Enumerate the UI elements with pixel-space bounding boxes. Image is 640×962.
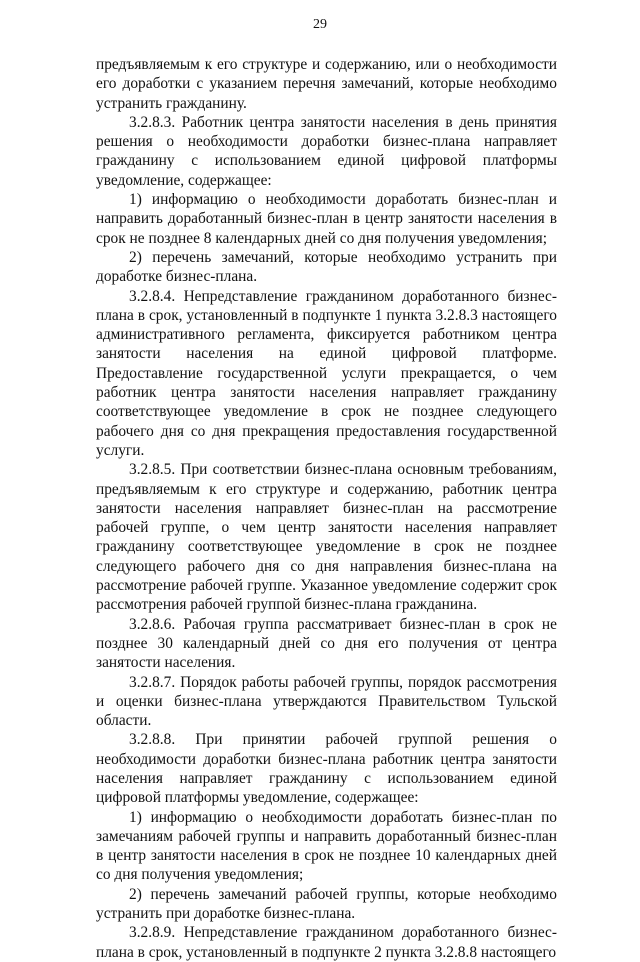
paragraph: 3.2.8.4. Непредставление гражданином доработанного бизнес-плана в срок, установленный в подпункте 1 пункта 3.2.8.3 настоящего административного регламента, фиксируется работником центра занятости населения на единой цифровой платформе. Предоставление государственной услуги прекращается, о чем работник центра занятости населения направляет гражданину соответствующее уведомление в срок не позднее следующего рабочего дня со дня прекращения предоставления государственной услуги. [96, 287, 557, 459]
paragraph: 1) информацию о необходимости доработать бизнес-план по замечаниям рабочей группы и направить доработанный бизнес-план в центр занятости населения в срок не позднее 10 календарных дней со дня получения уведомления; [96, 808, 557, 884]
page-number: 29 [313, 17, 327, 32]
paragraph: 2) перечень замечаний рабочей группы, которые необходимо устранить при доработке бизнес-плана. [96, 885, 557, 923]
paragraph: 3.2.8.8. При принятии рабочей группой решения о необходимости доработки бизнес-плана работник центра занятости населения направляет гражданину с использованием единой цифровой платформы уведомление, содержащее: [96, 731, 557, 807]
paragraph: 1) информацию о необходимости доработать бизнес-план и направить доработанный бизнес-план в центр занятости населения в срок не позднее 8 календарных дней со дня получения уведомления; [96, 191, 557, 247]
paragraph: 3.2.8.5. При соответствии бизнес-плана основным требованиям, предъявляемым к его структуре и содержанию, работник центра занятости населения направляет бизнес-план на рассмотрение рабочей группе, о чем центр занятости населения направляет гражданину соответствующее уведомление в срок не позднее следующего рабочего дня со дня направления бизнес-плана на рассмотрение рабочей группе. Указанное уведомление содержит срок рассмотрения рабочей группой бизнес-плана гражданина. [96, 461, 557, 614]
paragraph: 3.2.8.3. Работник центра занятости населения в день принятия решения о необходимости доработки бизнес-плана направляет гражданину с использованием единой цифровой платформы уведомление, содержащее: [96, 113, 557, 189]
paragraph: 2) перечень замечаний, которые необходимо устранить при доработке бизнес-плана. [96, 248, 557, 286]
paragraph: 3.2.8.6. Рабочая группа рассматривает бизнес-план в срок не позднее 30 календарный дней со дня его получения от центра занятости населения. [96, 615, 557, 672]
paragraph: 3.2.8.7. Порядок работы рабочей группы, порядок рассмотрения и оценки бизнес-плана утверждаются Правительством Тульской области. [96, 673, 557, 730]
paragraph: предъявляемым к его структуре и содержанию, или о необходимости его доработки с указанием перечня замечаний, которые необходимо устранить гражданину. [96, 56, 557, 112]
paragraph: 3.2.8.9. Непредставление гражданином доработанного бизнес-плана в срок, установленный в подпункте 2 пункта 3.2.8.8 настоящего [96, 924, 557, 961]
document-body [96, 55, 557, 962]
